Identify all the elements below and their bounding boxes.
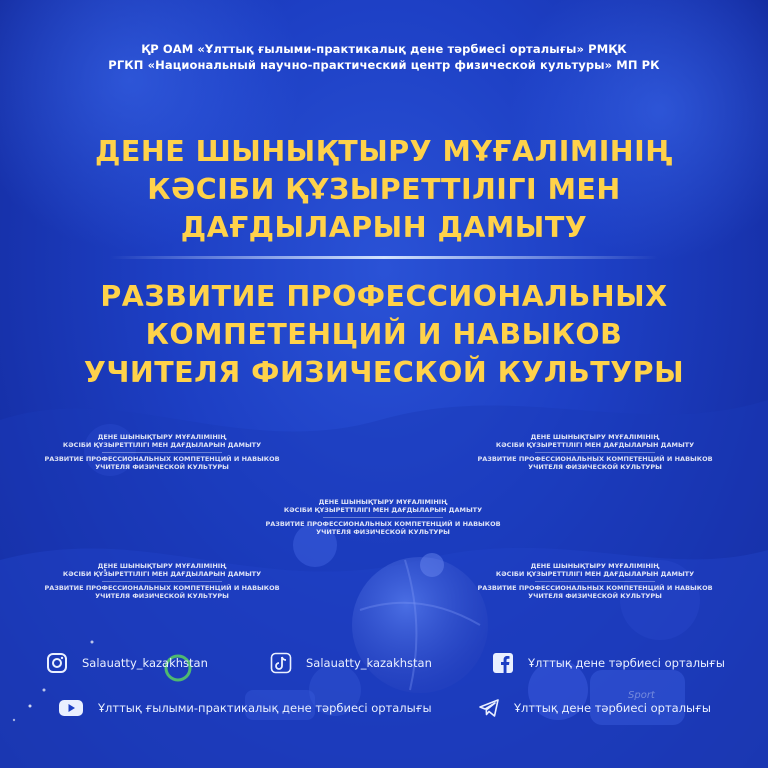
tiktok-handle: Salauatty_kazakhstan: [306, 656, 432, 670]
instagram-handle: Salauatty_kazakhstan: [82, 656, 208, 670]
mini-label-kz-1: ДЕНЕ ШЫНЫҚТЫРУ МҰҒАЛІМІНІҢ: [530, 433, 660, 441]
mini-divider: [102, 452, 222, 453]
title-divider: [110, 256, 658, 259]
mini-divider: [535, 581, 655, 582]
mini-label-bottom-left: [12, 562, 312, 600]
mini-label-top-left: [12, 433, 312, 471]
mini-label-kz-1: ДЕНЕ ШЫНЫҚТЫРУ МҰҒАЛІМІНІҢ: [97, 562, 227, 570]
tiktok-link[interactable]: [270, 652, 432, 674]
organization-name-kz: ҚР ОАМ «Ұлттық ғылыми-практикалық дене тәрбиесі орталығы» РМҚК: [141, 42, 627, 56]
telegram-link[interactable]: [478, 697, 711, 719]
mini-label-ru-1: РАЗВИТИЕ ПРОФЕССИОНАЛЬНЫХ КОМПЕТЕНЦИЙ И НАВЫКОВ: [477, 455, 713, 463]
instagram-icon: [46, 652, 68, 674]
mini-label-kz-1: ДЕНЕ ШЫНЫҚТЫРУ МҰҒАЛІМІНІҢ: [318, 498, 448, 506]
instagram-link[interactable]: [46, 652, 208, 674]
mini-label-ru-2: УЧИТЕЛЯ ФИЗИЧЕСКОЙ КУЛЬТУРЫ: [528, 592, 662, 600]
mini-label-kz-2: КӘСІБИ ҚҰЗЫРЕТТІЛІГІ МЕН ДАҒДЫЛАРЫН ДАМЫТУ: [283, 506, 483, 514]
mini-label-ru-2: УЧИТЕЛЯ ФИЗИЧЕСКОЙ КУЛЬТУРЫ: [95, 463, 229, 471]
mini-label-ru-2: УЧИТЕЛЯ ФИЗИЧЕСКОЙ КУЛЬТУРЫ: [528, 463, 662, 471]
facebook-link[interactable]: [492, 652, 725, 674]
mini-label-center: [233, 498, 533, 536]
sport-decor-text: Sport: [628, 690, 655, 701]
mini-label-kz-1: ДЕНЕ ШЫНЫҚТЫРУ МҰҒАЛІМІНІҢ: [97, 433, 227, 441]
mini-divider: [323, 517, 443, 518]
title-kz-line-1: ДЕНЕ ШЫНЫҚТЫРУ МҰҒАЛІМІНІҢ: [94, 135, 674, 168]
mini-label-kz-2: КӘСІБИ ҚҰЗЫРЕТТІЛІГІ МЕН ДАҒДЫЛАРЫН ДАМЫТУ: [62, 441, 262, 449]
mini-label-top-right: [445, 433, 745, 471]
organization-name-ru: РГКП «Национальный научно-практический центр физической культуры» МП РК: [108, 58, 660, 72]
mini-label-ru-2: УЧИТЕЛЯ ФИЗИЧЕСКОЙ КУЛЬТУРЫ: [95, 592, 229, 600]
title-ru-line-1: РАЗВИТИЕ ПРОФЕССИОНАЛЬНЫХ: [100, 280, 668, 313]
title-ru-line-3: УЧИТЕЛЯ ФИЗИЧЕСКОЙ КУЛЬТУРЫ: [83, 356, 685, 389]
youtube-icon: [58, 697, 84, 719]
mini-label-kz-2: КӘСІБИ ҚҰЗЫРЕТТІЛІГІ МЕН ДАҒДЫЛАРЫН ДАМЫТУ: [495, 570, 695, 578]
mini-label-ru-1: РАЗВИТИЕ ПРОФЕССИОНАЛЬНЫХ КОМПЕТЕНЦИЙ И НАВЫКОВ: [265, 520, 501, 528]
mini-label-bottom-right: [445, 562, 745, 600]
mini-label-ru-1: РАЗВИТИЕ ПРОФЕССИОНАЛЬНЫХ КОМПЕТЕНЦИЙ И НАВЫКОВ: [44, 584, 280, 592]
telegram-channel-name: Ұлттық дене тәрбиесі орталығы: [514, 701, 711, 715]
title-ru-line-2: КОМПЕТЕНЦИЙ И НАВЫКОВ: [145, 318, 623, 351]
mini-label-kz-2: КӘСІБИ ҚҰЗЫРЕТТІЛІГІ МЕН ДАҒДЫЛАРЫН ДАМЫТУ: [62, 570, 262, 578]
mini-label-ru-2: УЧИТЕЛЯ ФИЗИЧЕСКОЙ КУЛЬТУРЫ: [316, 528, 450, 536]
facebook-page-name: Ұлттық дене тәрбиесі орталығы: [528, 656, 725, 670]
tiktok-icon: [270, 652, 292, 674]
mini-label-ru-1: РАЗВИТИЕ ПРОФЕССИОНАЛЬНЫХ КОМПЕТЕНЦИЙ И НАВЫКОВ: [477, 584, 713, 592]
mini-label-ru-1: РАЗВИТИЕ ПРОФЕССИОНАЛЬНЫХ КОМПЕТЕНЦИЙ И НАВЫКОВ: [44, 455, 280, 463]
facebook-icon: [492, 652, 514, 674]
mini-label-kz-1: ДЕНЕ ШЫНЫҚТЫРУ МҰҒАЛІМІНІҢ: [530, 562, 660, 570]
youtube-channel-name: Ұлттық ғылыми-практикалық дене тәрбиесі орталығы: [98, 701, 432, 715]
title-kz-line-3: ДАҒДЫЛАРЫН ДАМЫТУ: [180, 211, 588, 244]
mini-divider: [102, 581, 222, 582]
youtube-link[interactable]: [58, 697, 432, 719]
mini-divider: [535, 452, 655, 453]
telegram-icon: [478, 697, 500, 719]
title-kz-line-2: КӘСІБИ ҚҰЗЫРЕТТІЛІГІ МЕН: [147, 173, 621, 206]
mini-label-kz-2: КӘСІБИ ҚҰЗЫРЕТТІЛІГІ МЕН ДАҒДЫЛАРЫН ДАМЫТУ: [495, 441, 695, 449]
